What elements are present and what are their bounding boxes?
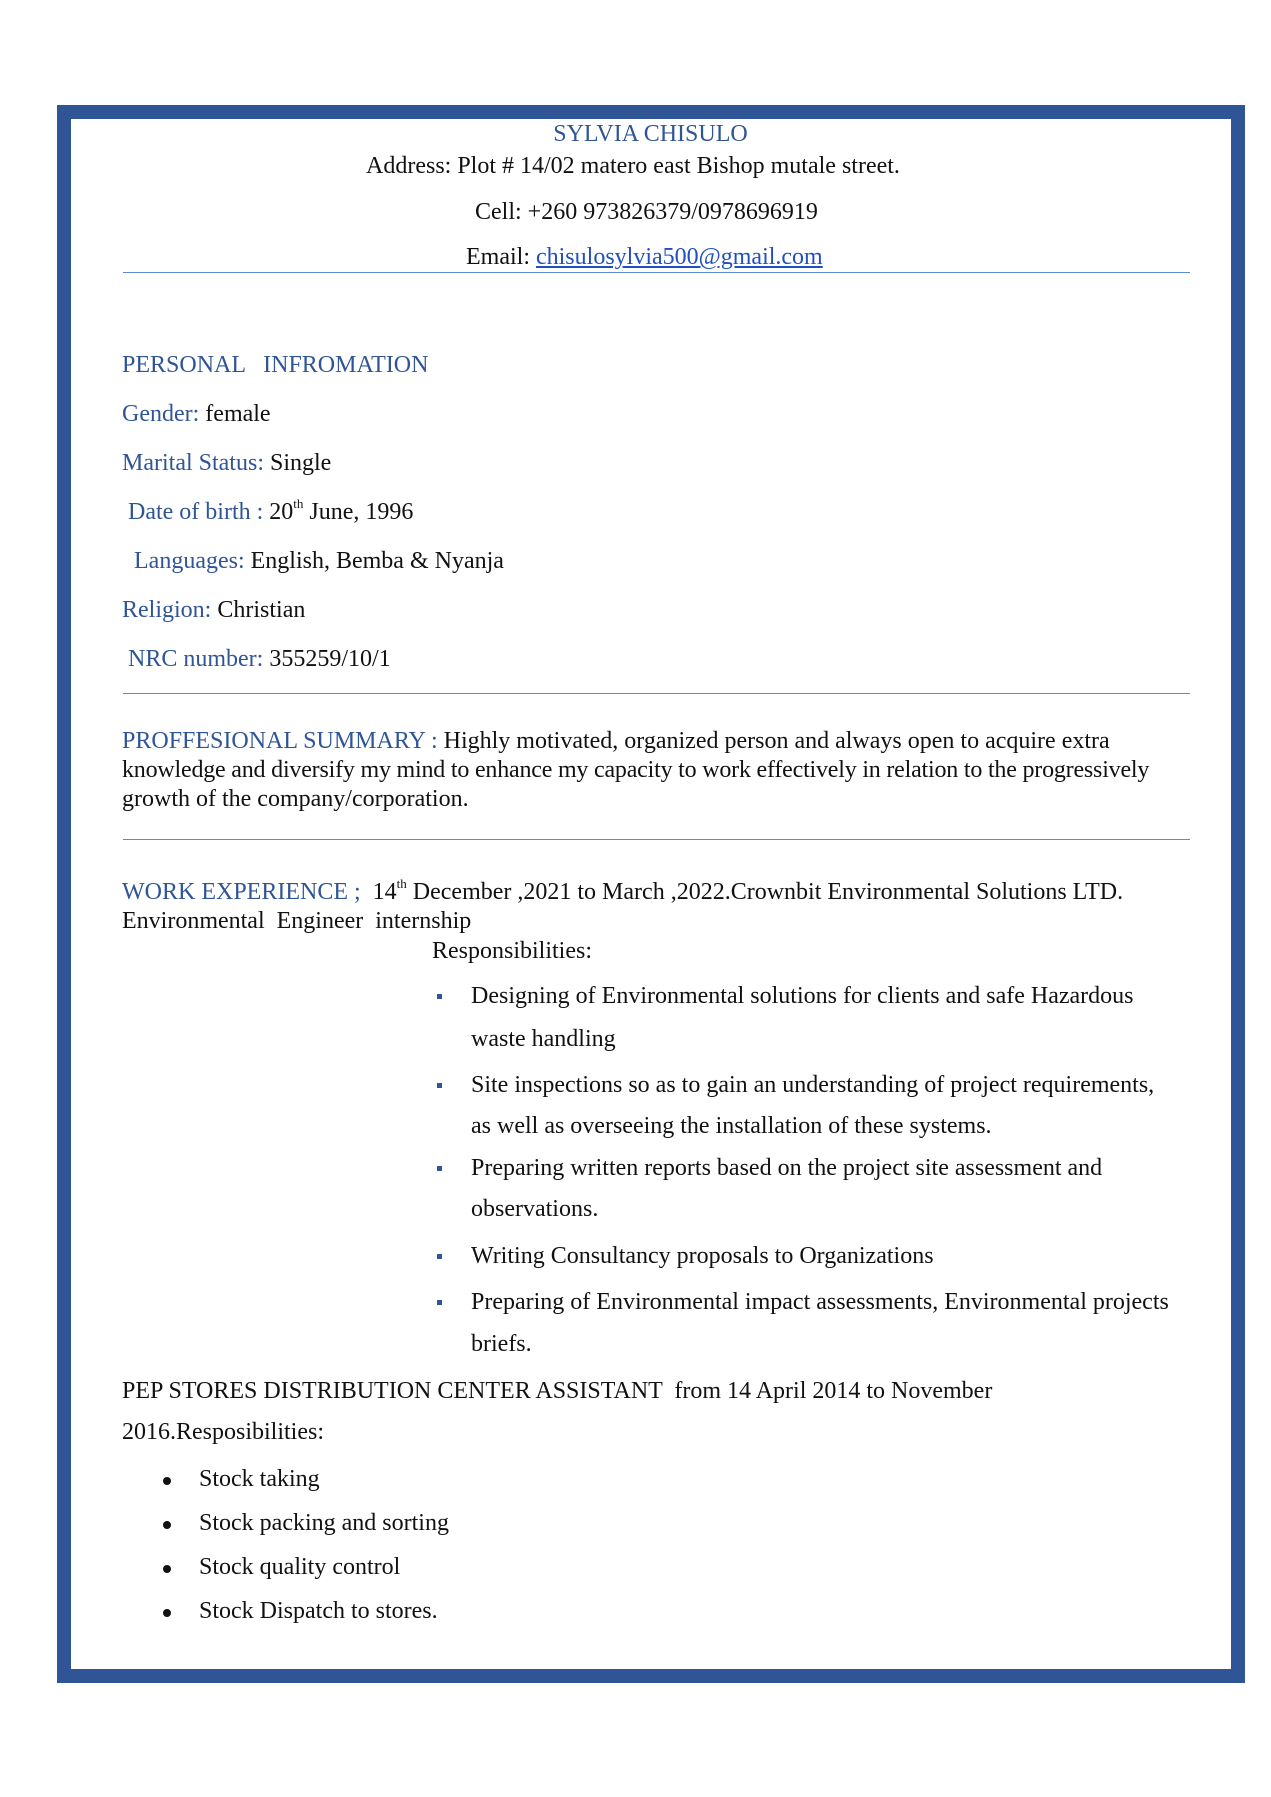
summary-line-2: knowledge and diversify my mind to enhance my capacity to work effectively in relation to the progressively: [122, 757, 1150, 783]
name-heading: SYLVIA CHISULO: [553, 121, 748, 147]
header-divider: [123, 272, 1190, 273]
bullet-square: [437, 1254, 442, 1259]
bullet-dot: [163, 1609, 171, 1617]
religion-value: Christian: [211, 597, 306, 623]
cell-line: Cell: +260 973826379/0978696919: [475, 199, 818, 225]
responsibility-3-line-2: observations.: [471, 1196, 599, 1222]
pep-line-2: 2016.Resposibilities:: [122, 1419, 325, 1445]
bullet-square: [437, 1300, 442, 1305]
bullet-square: [437, 994, 442, 999]
nrc-label: NRC number:: [122, 646, 264, 672]
responsibility-1-line-2: waste handling: [471, 1026, 616, 1052]
dob-row: [122, 496, 414, 526]
responsibility-5-line-2: briefs.: [471, 1331, 532, 1357]
gender-label: Gender:: [122, 401, 200, 427]
languages-label: Languages:: [122, 548, 245, 574]
personal-heading: PERSONAL INFROMATION: [122, 352, 429, 378]
dob-label: Date of birth: [122, 499, 251, 525]
languages-row: [122, 548, 504, 575]
summary-divider: [123, 839, 1190, 840]
responsibility-4-line-1: Writing Consultancy proposals to Organizations: [471, 1243, 934, 1269]
religion-row: [122, 597, 305, 624]
gender-row: [122, 401, 271, 428]
summary-line-1: [122, 728, 1110, 755]
dob-separator: :: [250, 499, 270, 525]
work-day-suffix: th: [396, 876, 407, 891]
languages-value: English, Bemba & Nyanja: [244, 548, 504, 574]
marital-row: [122, 450, 331, 477]
nrc-row: [122, 646, 391, 673]
marital-label: Marital Status:: [122, 450, 264, 476]
summary-line-3: growth of the company/corporation.: [122, 786, 469, 812]
marital-value: Single: [263, 450, 332, 476]
work-label: WORK EXPERIENCE ;: [122, 879, 373, 905]
bullet-square: [437, 1083, 442, 1088]
work-role: Environmental Engineer internship: [122, 908, 472, 934]
pep-item-4: Stock Dispatch to stores.: [199, 1598, 438, 1624]
work-line-1-rest: December ,2021 to March ,2022.Crownbit Environmental Solutions LTD.: [406, 879, 1124, 905]
bullet-dot: [163, 1521, 171, 1529]
pep-item-3: Stock quality control: [199, 1554, 401, 1580]
pep-item-1: Stock taking: [199, 1466, 320, 1492]
nrc-value: 355259/10/1: [263, 646, 391, 672]
work-day: 14: [372, 879, 397, 905]
dob-day: 20: [269, 499, 294, 525]
address-line: Address: Plot # 14/02 matero east Bishop mutale street.: [366, 153, 900, 179]
responsibility-3-line-1: Preparing written reports based on the project site assessment and: [471, 1155, 1103, 1181]
email-label: Email:: [466, 244, 536, 270]
email-line: [466, 244, 823, 271]
pep-item-2: Stock packing and sorting: [199, 1510, 449, 1536]
bullet-dot: [163, 1565, 171, 1573]
responsibility-1-line-1: Designing of Environmental solutions for clients and safe Hazardous: [471, 983, 1134, 1009]
pep-line-1: PEP STORES DISTRIBUTION CENTER ASSISTANT from 14 April 2014 to November: [122, 1378, 993, 1404]
summary-text-1: Highly motivated, organized person and always open to acquire extra: [443, 728, 1110, 754]
responsibility-5-line-1: Preparing of Environmental impact assessments, Environmental projects: [471, 1289, 1169, 1315]
dob-suffix: th: [293, 496, 304, 511]
dob-rest: June, 1996: [303, 499, 414, 525]
email-link[interactable]: chisulosylvia500@gmail.com: [535, 244, 823, 270]
personal-divider: [123, 693, 1190, 694]
responsibility-2-line-1: Site inspections so as to gain an understanding of project requirements,: [471, 1072, 1155, 1098]
religion-label: Religion:: [122, 597, 212, 623]
responsibilities-label: Responsibilities:: [432, 938, 593, 964]
bullet-square: [437, 1166, 442, 1171]
responsibility-2-line-2: as well as overseeing the installation of these systems.: [471, 1113, 992, 1139]
gender-value: female: [199, 401, 271, 427]
work-line-1: [122, 876, 1124, 906]
summary-label: PROFFESIONAL SUMMARY :: [122, 728, 444, 754]
bullet-dot: [163, 1477, 171, 1485]
